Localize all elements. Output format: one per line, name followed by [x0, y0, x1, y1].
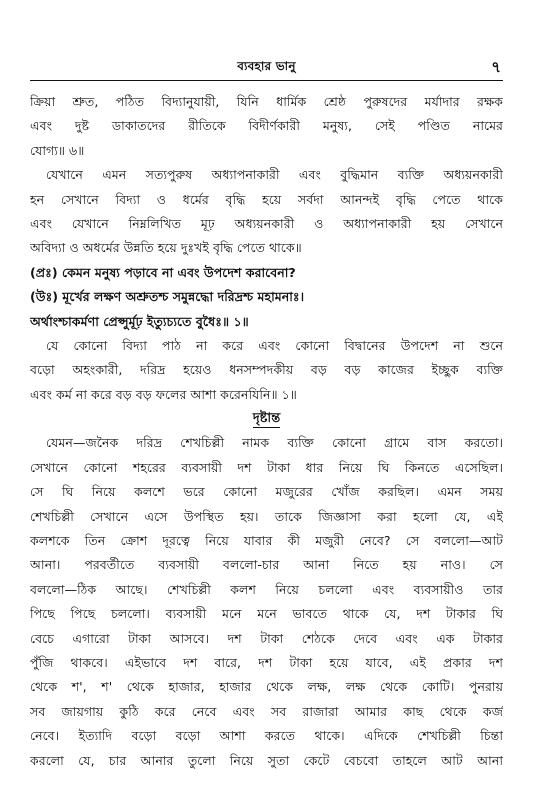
answer-verse-line: (উঃ) মূর্খের লক্ষণ অশ্রুতশ্চ সমুন্নদ্ধো দরিদ্রশ্চ মহামনাঃ।: [30, 289, 305, 305]
text-line: সব জায়গায় কুঠি করে নেবে এবং সব রাজারা আমার কাছ থেকে কর্জ: [30, 703, 503, 719]
running-title: ব্যবহার ভানু: [237, 59, 296, 73]
page-number: ৭: [491, 58, 501, 76]
text-line: করলো যে, চার আনার তুলো নিয়ে সুতা কেটে বেচবো তাহলে আট আনা: [30, 752, 503, 768]
text-line: নেবে। ইত্যাদি বড়ো বড়ো আশা করতে থাকে। এদিকে শেখচিল্লী চিন্তা: [30, 728, 503, 744]
text-line: থেকে শ', শ' থেকে হাজার, হাজার থেকে লক্ষ, লক্ষ থেকে কোটি। পুনরায়: [30, 679, 503, 695]
section-heading: [30, 407, 503, 431]
text-line: এবং যেখানে নিম্নলিখিত মূঢ় অধ্যয়নকারী ও অধ্যাপনাকারী হয় সেখানে: [30, 215, 503, 231]
text-line: বললো—ঠিক আছে। শেখচিল্লী কলশ নিয়ে চললো এবং ব্যবসায়ীও তার: [30, 581, 503, 597]
text-line: অবিদ্যা ও অধর্মের উন্নতি হয়ে দুঃখই বৃদ্ধি পেতে থাকে॥: [30, 240, 302, 256]
paragraph-start-line: যেমন—জনৈক দরিদ্র শেখচিল্লী নামক ব্যক্তি কোনো গ্রামে বাস করতো।: [46, 435, 503, 451]
text-line: যোগ্য॥ ৬॥: [30, 142, 85, 158]
section-heading-text: দৃষ্টান্ত: [252, 411, 281, 427]
page-header: [30, 58, 503, 81]
paragraph-start-line: যেখানে এমন সত্যপুরুষ অধ্যাপনাকারী এবং বুদ্ধিমান ব্যক্তি অধ্যয়নকারী: [46, 167, 503, 183]
text-line: হন সেখানে বিদ্যা ও ধর্মের বৃদ্ধি হয়ে সর্বদা আনন্দই বৃদ্ধি পেতে থাকে: [30, 191, 503, 207]
text-line: পুঁজি থাকবে। এইভাবে দশ বারে, দশ টাকা হয়ে যাবে, এই প্রকার দশ: [30, 654, 503, 670]
text-line: কলশকে তিন ক্রোশ দূরত্বে নিয়ে যাবার কী মজুরী নেবে? সে বললো—আট: [30, 533, 503, 549]
text-line: বড়ো অহংকারী, দরিদ্র হয়েও ধনসম্পদকীয় বড় বড় কাজের ইচ্ছুক ব্যক্তি: [30, 362, 503, 378]
text-line: এবং দুষ্ট ডাকাতদের রীতিকে বিদীর্ণকারী মনুষ্য, সেই পণ্ডিত নামের: [30, 118, 503, 134]
text-line: সেখানে কোনো শহরের ব্যবসায়ী দশ টাকা ধার নিয়ে ঘি কিনতে এসেছিল।: [30, 459, 503, 475]
text-line: আনা। পরবর্তীতে ব্যবসায়ী বললো-চার আনা নিতে হয় নাও। সে: [30, 557, 503, 573]
text-line: শেখচিল্লী সেখানে এসে উপস্থিত হয়। তাকে জিজ্ঞাসা করা হলো যে, এই: [30, 508, 503, 524]
body-text: [30, 90, 503, 773]
text-line: পিছে পিছে চললো। ব্যবসায়ী মনে মনে ভাবতে থাকে যে, দশ টাকার ঘি: [30, 606, 503, 622]
text-line: ক্রিয়া শ্রুত, পঠিত বিদ্যানুযায়ী, যিনি ধার্মিক শ্রেষ্ঠ পুরুষদের মর্যাদার রক্ষক: [30, 94, 503, 109]
verse-line: অর্থাংশ্চাকর্মণা প্রেপ্সুর্মূঢ় ইত্যুচ্যতে বুধৈঃ॥ ১॥: [30, 313, 249, 329]
text-line: বেচে এগারো টাকা আসবে। দশ টাকা শেঠকে দেবে এবং এক টাকার: [30, 630, 503, 646]
text-line: এবং কর্ম না করে বড় বড় ফলের আশা করেনযিনি॥ ১॥: [30, 386, 297, 402]
paragraph-start-line: যে কোনো বিদ্যা পাঠ না করে এবং কোনো বিদ্বানের উপদেশ না শুনে: [46, 337, 503, 353]
text-line: সে ঘি নিয়ে কলশে ভরে কোনো মজুরের খোঁজ করছিল। এমন সময়: [30, 484, 503, 500]
question-line: (প্রঃ) কেমন মনুষ্য পড়াবে না এবং উপদেশ করাবেনা?: [30, 264, 296, 280]
